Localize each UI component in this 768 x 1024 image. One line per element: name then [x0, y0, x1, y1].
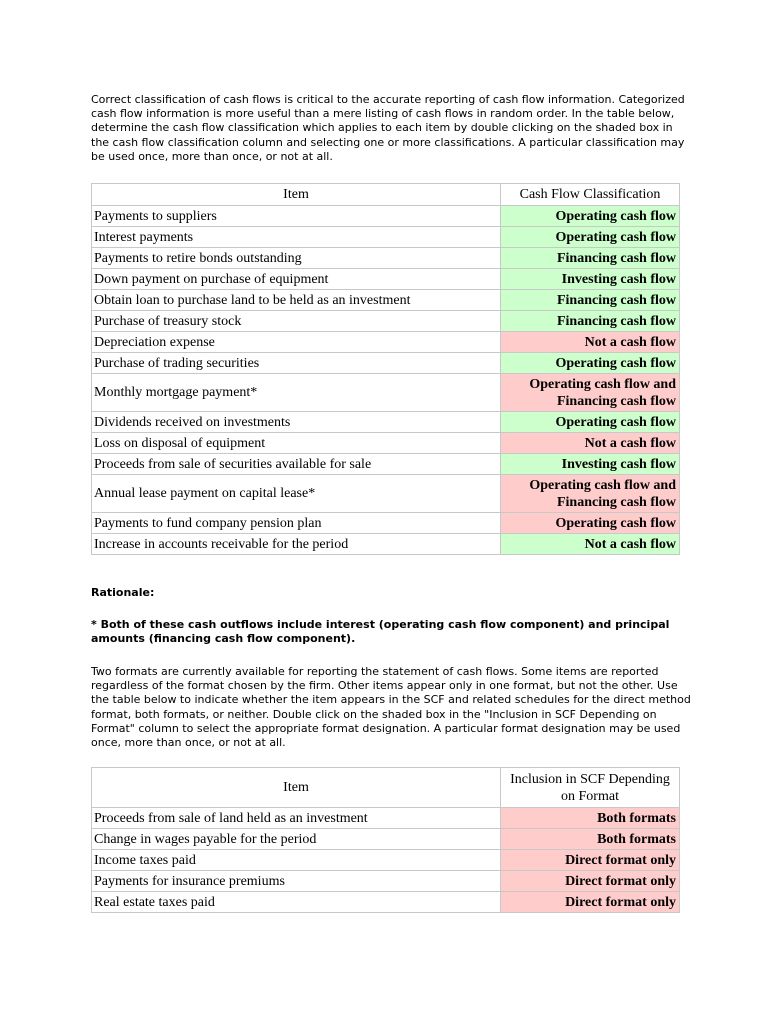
cash-flow-classification-table: [91, 183, 680, 555]
intro-paragraph: Correct classification of cash flows is critical to the accurate reporting of cash flow information. Categorized cash flow information is more useful than a mere listing of cash flows in random order. In the table below, determine the cash flow classification which applies to each item by double clicking on the shaded box in the cash flow classification column and selecting one or more classifications. A particular classification may be used once, more than once, or not at all.: [91, 93, 685, 163]
classification-cell[interactable]: Direct format only: [501, 892, 680, 913]
classification-value: Investing cash flow: [561, 271, 676, 287]
classification-cell[interactable]: [501, 332, 680, 353]
classification-cell[interactable]: [501, 206, 680, 227]
classification-value: Not a cash flow: [584, 435, 676, 451]
table-row: [92, 269, 680, 290]
table-row: [92, 871, 680, 892]
classification-cell[interactable]: Direct format only: [501, 850, 680, 871]
table-header-row: [92, 768, 680, 808]
classification-cell[interactable]: [501, 374, 680, 412]
classification-value: Not a cash flow: [584, 536, 676, 552]
table-row: [92, 808, 680, 829]
item-cell: Payments to suppliers: [92, 206, 501, 227]
classification-cell[interactable]: [501, 311, 680, 332]
item-column-header: Item: [92, 184, 501, 206]
classification-value: Financing cash flow: [556, 494, 676, 510]
classification-cell[interactable]: [501, 353, 680, 374]
table-row: [92, 374, 680, 412]
table-row: [92, 454, 680, 475]
classification-cell[interactable]: [501, 412, 680, 433]
item-cell: Change in wages payable for the period: [92, 829, 501, 850]
item-cell: Proceeds from sale of land held as an investment: [92, 808, 501, 829]
table-row: [92, 513, 680, 534]
item-cell: Obtain loan to purchase land to be held as an investment: [92, 290, 501, 311]
formats-intro-paragraph: Two formats are currently available for reporting the statement of cash flows. Some items are reported regardless of the format chosen by the firm. Other items appear only in one format, but not the other. Use the table below to indicate whether the item appears in the SCF and related schedules for the direct method format, both formats, or neither. Double click on the shaded box in the "Inclusion in SCF Depending on Format" column to select the appropriate format designation. A particular format designation may be used once, more than once, or not at all.: [91, 665, 691, 750]
scf-format-table: [91, 767, 680, 913]
table-row: [92, 311, 680, 332]
classification-cell[interactable]: Both formats: [501, 829, 680, 850]
table-row: [92, 892, 680, 913]
classification-cell[interactable]: [501, 475, 680, 513]
classification-value: Financing cash flow: [556, 292, 676, 308]
classification-value: Financing cash flow: [556, 313, 676, 329]
classification-value: Operating cash flow: [555, 229, 676, 245]
classification-cell[interactable]: [501, 248, 680, 269]
classification-value: Investing cash flow: [561, 456, 676, 472]
table-row: [92, 353, 680, 374]
classification-value: Operating cash flow: [555, 515, 676, 531]
item-cell: Down payment on purchase of equipment: [92, 269, 501, 290]
item-cell: Annual lease payment on capital lease*: [92, 475, 501, 513]
classification-cell[interactable]: Direct format only: [501, 871, 680, 892]
classification-cell[interactable]: [501, 513, 680, 534]
classification-cell[interactable]: [501, 269, 680, 290]
classification-value: Operating cash flow: [555, 355, 676, 371]
table-row: [92, 850, 680, 871]
table-row: [92, 248, 680, 269]
classification-cell[interactable]: [501, 433, 680, 454]
item-cell: Interest payments: [92, 227, 501, 248]
item-cell: Dividends received on investments: [92, 412, 501, 433]
rationale-label: Rationale:: [91, 586, 155, 599]
table-row: [92, 332, 680, 353]
table-header-row: [92, 184, 680, 206]
table-row: [92, 433, 680, 454]
rationale-note: * Both of these cash outflows include interest (operating cash flow component) and principal amounts (financing cash flow component).: [91, 618, 670, 646]
item-column-header: Item: [92, 768, 501, 808]
table-row: [92, 412, 680, 433]
classification-value: Operating cash flow and: [529, 376, 676, 392]
classification-cell[interactable]: [501, 534, 680, 555]
item-cell: Payments to fund company pension plan: [92, 513, 501, 534]
item-cell: Depreciation expense: [92, 332, 501, 353]
item-cell: Increase in accounts receivable for the period: [92, 534, 501, 555]
item-cell: Income taxes paid: [92, 850, 501, 871]
table-row: [92, 290, 680, 311]
table-row: [92, 475, 680, 513]
item-cell: Purchase of trading securities: [92, 353, 501, 374]
item-cell: Proceeds from sale of securities available for sale: [92, 454, 501, 475]
classification-column-header: Cash Flow Classification: [501, 184, 680, 206]
item-cell: Real estate taxes paid: [92, 892, 501, 913]
item-cell: Monthly mortgage payment*: [92, 374, 501, 412]
format-column-header: Inclusion in SCF Depending on Format: [501, 768, 680, 808]
classification-cell[interactable]: [501, 454, 680, 475]
classification-cell[interactable]: Both formats: [501, 808, 680, 829]
classification-value: Not a cash flow: [584, 334, 676, 350]
classification-cell[interactable]: [501, 290, 680, 311]
classification-cell[interactable]: [501, 227, 680, 248]
item-cell: Payments to retire bonds outstanding: [92, 248, 501, 269]
item-cell: Purchase of treasury stock: [92, 311, 501, 332]
classification-value: Financing cash flow: [556, 393, 676, 409]
classification-value: Operating cash flow: [555, 414, 676, 430]
classification-value: Operating cash flow: [555, 208, 676, 224]
table-row: [92, 534, 680, 555]
classification-value: Operating cash flow and: [529, 477, 676, 493]
classification-value: Financing cash flow: [556, 250, 676, 266]
table-row: [92, 206, 680, 227]
item-cell: Payments for insurance premiums: [92, 871, 501, 892]
table-row: [92, 227, 680, 248]
table-row: [92, 829, 680, 850]
item-cell: Loss on disposal of equipment: [92, 433, 501, 454]
